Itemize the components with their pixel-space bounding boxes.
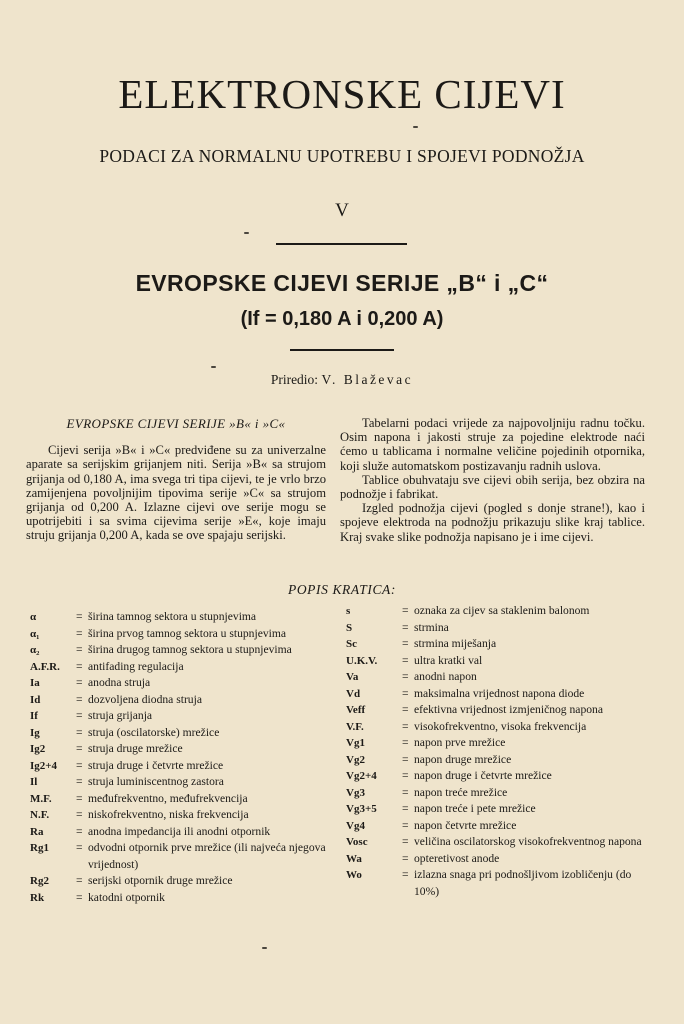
page-title: ELEKTRONSKE CIJEVI <box>118 71 566 117</box>
abbreviation-row <box>346 653 651 670</box>
abbreviation-definition: efektivna vrijednost izmjeničnog napona <box>414 703 603 716</box>
equals-sign: = <box>76 791 83 805</box>
abbreviation-symbol: Id <box>30 693 41 706</box>
abbreviation-definition: anodni napon <box>414 670 477 683</box>
equals-sign: = <box>402 851 409 865</box>
abbreviation-row <box>346 636 651 653</box>
abbreviation-definition: strmina <box>414 620 449 634</box>
abbreviation-row <box>346 752 651 769</box>
equals-sign: = <box>402 653 409 667</box>
abbreviation-definition: struja druge i četvrte mrežice <box>88 758 224 772</box>
divider-rule-top <box>276 243 407 245</box>
abbreviation-symbol: Vg1 <box>346 737 365 749</box>
abbreviation-definition: napon druge mrežice <box>414 752 512 766</box>
equals-sign: = <box>402 769 409 782</box>
abbreviation-symbol: Rg2 <box>30 875 49 887</box>
equals-sign: = <box>76 874 83 887</box>
equals-sign: = <box>402 868 409 881</box>
abbreviation-row <box>30 840 340 873</box>
abbreviation-definition: visokofrekventno, visoka frekvencija <box>414 719 587 733</box>
abbreviation-symbol: Ig <box>30 726 40 739</box>
equals-sign: = <box>402 620 409 634</box>
abbreviation-row <box>30 626 340 643</box>
abbreviation-definition: napon treće mrežice <box>414 785 508 799</box>
abbreviation-row <box>30 873 340 890</box>
equals-sign: = <box>402 802 409 815</box>
abbreviation-row <box>346 603 651 620</box>
abbreviation-symbol: A.F.R. <box>30 660 60 673</box>
abbreviation-symbol: Rk <box>30 891 45 904</box>
editor-name: V. Blaževac <box>321 372 414 387</box>
equals-sign: = <box>76 775 83 788</box>
abbreviation-definition: struja luminiscentnog zastora <box>88 775 224 788</box>
editor-label: Priredio: <box>270 372 319 387</box>
abbreviation-symbol: Vd <box>346 687 361 700</box>
abbreviation-symbol: α₂ <box>30 644 40 656</box>
abbreviation-row <box>30 708 340 725</box>
abbreviation-symbol: Vosc <box>346 836 368 848</box>
abbreviations-right-list <box>346 603 651 900</box>
abbreviation-definition: oznaka za cijev sa staklenim balonom <box>414 604 590 617</box>
abbreviation-definition: napon treće i pete mrežice <box>414 802 536 815</box>
abbreviation-row <box>346 735 651 752</box>
equals-sign: = <box>402 835 409 848</box>
equals-sign: = <box>402 785 409 799</box>
current-line: (If = 0,180 A i 0,200 A) <box>240 308 444 330</box>
intro-left-paragraph: Cijevi serija »B« i »C« predviđene su za univerzalne aparate sa serijskim grijanjem niti. Serija »B« sa strujom grijanja od 0,180 A, ima svega tri tipa cijevi, te je vrlo brzo zamijenjena povoljnijim tipovima serije »C« sa strujom grijanja od 0,200 A. Izlazne cijevi ove serije mogu se upotrijebiti i sa svima cijevima serije »E«, koje imaju struju grijanja 0,200 A, kada se ove spajaju serijski. <box>26 443 326 543</box>
abbreviation-definition: veličina oscilatorskog visokofrekventnog napona <box>414 835 642 848</box>
abbreviation-symbol: α₁ <box>30 627 40 640</box>
equals-sign: = <box>76 659 83 673</box>
abbreviation-definition: napon druge i četvrte mrežice <box>414 769 552 782</box>
abbreviation-definition: anodna impedancija ili anodni otpornik <box>88 824 271 838</box>
abbreviation-symbol: s <box>346 605 351 617</box>
abbreviation-definition: niskofrekventno, niska frekvencija <box>88 808 249 821</box>
abbreviation-definition: dozvoljena diodna struja <box>88 692 202 706</box>
abbreviation-row <box>346 768 651 785</box>
abbreviation-row <box>346 785 651 802</box>
series-heading: EVROPSKE CIJEVI SERIJE „B“ i „C“ <box>135 270 549 296</box>
equals-sign: = <box>76 841 83 854</box>
equals-sign: = <box>76 676 83 689</box>
abbreviation-definition: serijski otpornik druge mrežice <box>88 874 233 887</box>
abbreviation-symbol: Ra <box>30 825 44 838</box>
abbreviation-symbol: Wo <box>346 869 362 881</box>
abbreviation-definition: napon prve mrežice <box>414 736 506 749</box>
abbreviation-definition: opteretivost anode <box>414 851 500 865</box>
divider-rule-bottom <box>290 349 394 351</box>
abbreviation-definition: strmina miješanja <box>414 637 497 650</box>
equals-sign: = <box>76 643 83 656</box>
abbreviation-symbol: S <box>346 621 353 634</box>
abbreviation-row <box>30 642 340 659</box>
abbreviation-symbol: Va <box>346 671 359 683</box>
abbreviation-definition: međufrekventno, međufrekvencija <box>88 791 248 805</box>
abbreviation-symbol: Vg4 <box>346 819 365 832</box>
abbreviation-row <box>346 620 651 637</box>
abbreviation-row <box>346 851 651 868</box>
abbreviation-symbol: Rg1 <box>30 842 49 854</box>
equals-sign: = <box>76 824 83 838</box>
equals-sign: = <box>402 686 409 700</box>
abbreviation-definition: anodna struja <box>88 676 151 689</box>
abbreviation-row <box>30 774 340 791</box>
equals-sign: = <box>402 752 409 766</box>
abbreviation-symbol: Vg3+5 <box>346 803 377 815</box>
abbreviation-definition: širina drugog tamnog sektora u stupnjevima <box>88 643 292 656</box>
intro-right-column <box>340 416 645 544</box>
equals-sign: = <box>76 890 83 904</box>
abbreviation-definition: širina prvog tamnog sektora u stupnjevima <box>88 626 287 640</box>
abbreviation-definition: ultra kratki val <box>414 653 483 667</box>
abbreviation-row <box>30 692 340 709</box>
abbreviation-row <box>346 686 651 703</box>
equals-sign: = <box>402 736 409 749</box>
paper-blemish <box>413 126 418 128</box>
abbreviation-row <box>30 824 340 841</box>
abbreviation-definition: maksimalna vrijednost napona diode <box>414 686 585 700</box>
intro-right-paragraph: Tabelarni podaci vrijede za najpovoljniju radnu točku. Osim napona i jakosti struje za pojedine elektrode naći ćemo u tablicama i normalne veličine pojedinih otpornika, koji služe automatskom postizavanju radnih uslova. <box>340 416 645 473</box>
abbreviation-row <box>346 834 651 851</box>
abbreviation-row <box>30 807 340 824</box>
page-subtitle: PODACI ZA NORMALNU UPOTREBU I SPOJEVI PODNOŽJA <box>99 146 585 166</box>
abbreviation-symbol: Ia <box>30 677 40 689</box>
abbreviation-row <box>30 659 340 676</box>
abbreviation-symbol: Sc <box>346 638 357 650</box>
editor-credit <box>0 372 684 388</box>
equals-sign: = <box>76 725 83 739</box>
volume-number: V <box>335 200 349 221</box>
equals-sign: = <box>402 818 409 832</box>
abbreviations-left-list <box>30 609 340 906</box>
abbreviation-row <box>30 675 340 692</box>
abbreviation-row <box>346 867 651 900</box>
abbreviation-symbol: Wa <box>346 852 362 865</box>
abbreviation-row <box>30 758 340 775</box>
abbreviation-symbol: Il <box>30 776 38 788</box>
equals-sign: = <box>76 709 83 722</box>
abbreviation-definition: katodni otpornik <box>88 890 165 904</box>
abbreviation-row <box>30 890 340 907</box>
equals-sign: = <box>76 808 83 821</box>
abbreviation-definition: širina tamnog sektora u stupnjevima <box>88 610 257 623</box>
equals-sign: = <box>402 637 409 650</box>
abbreviation-row <box>346 669 651 686</box>
abbreviation-definition: napon četvrte mrežice <box>414 818 517 832</box>
abbreviation-symbol: Ig2 <box>30 743 46 755</box>
intro-right-paragraph: Tablice obuhvataju sve cijevi obih serija, bez obzira na podnožje i fabrikat. <box>340 472 645 502</box>
equals-sign: = <box>76 626 83 640</box>
equals-sign: = <box>76 742 83 755</box>
equals-sign: = <box>76 692 83 706</box>
equals-sign: = <box>402 703 409 716</box>
paper-blemish <box>211 366 216 368</box>
abbreviation-symbol: M.F. <box>30 792 52 805</box>
abbreviation-definition: struja (oscilatorske) mrežice <box>88 725 220 739</box>
abbreviation-row <box>346 702 651 719</box>
abbreviation-symbol: V.F. <box>346 720 364 733</box>
abbreviation-definition: antifading regulacija <box>88 659 184 673</box>
abbreviation-row <box>346 801 651 818</box>
equals-sign: = <box>76 758 83 772</box>
abbreviation-row <box>346 818 651 835</box>
abbreviation-symbol: Vg2 <box>346 753 365 766</box>
abbreviation-row <box>346 719 651 736</box>
abbreviation-symbol: U.K.V. <box>346 654 378 667</box>
abbreviation-symbol: α <box>30 611 37 623</box>
abbreviation-row <box>30 725 340 742</box>
intro-left-heading: EVROPSKE CIJEVI SERIJE »B« i »C« <box>66 416 286 431</box>
paper-blemish <box>244 232 249 234</box>
equals-sign: = <box>76 610 83 623</box>
abbreviation-row <box>30 791 340 808</box>
abbreviations-title: POPIS KRATICA: <box>287 582 396 597</box>
abbreviation-symbol: Ig2+4 <box>30 759 58 772</box>
abbreviation-definition: izlazna snaga pri podnošljivom izobličenju (do 10%) <box>414 868 632 898</box>
abbreviation-symbol: If <box>30 710 38 722</box>
equals-sign: = <box>402 604 409 617</box>
equals-sign: = <box>402 719 409 733</box>
intro-right-paragraph: Izgled podnožja cijevi (pogled s donje strane!), kao i spojeve elektroda na podnožju prikazuju slike kraj tablice. Kraj svake slike podnožja napisano je i ime cijevi. <box>340 501 645 544</box>
abbreviation-symbol: N.F. <box>30 809 50 821</box>
abbreviation-definition: struja druge mrežice <box>88 742 183 755</box>
abbreviation-row <box>30 741 340 758</box>
abbreviation-row <box>30 609 340 626</box>
abbreviation-definition: struja grijanja <box>88 709 153 722</box>
equals-sign: = <box>402 670 409 683</box>
abbreviation-definition: odvodni otpornik prve mrežice (ili najveća njegova vrijednost) <box>88 841 326 871</box>
abbreviation-symbol: Veff <box>346 704 366 716</box>
intro-left-column <box>26 417 326 543</box>
abbreviation-symbol: Vg3 <box>346 786 365 799</box>
paper-blemish <box>262 947 267 949</box>
abbreviation-symbol: Vg2+4 <box>346 770 377 782</box>
